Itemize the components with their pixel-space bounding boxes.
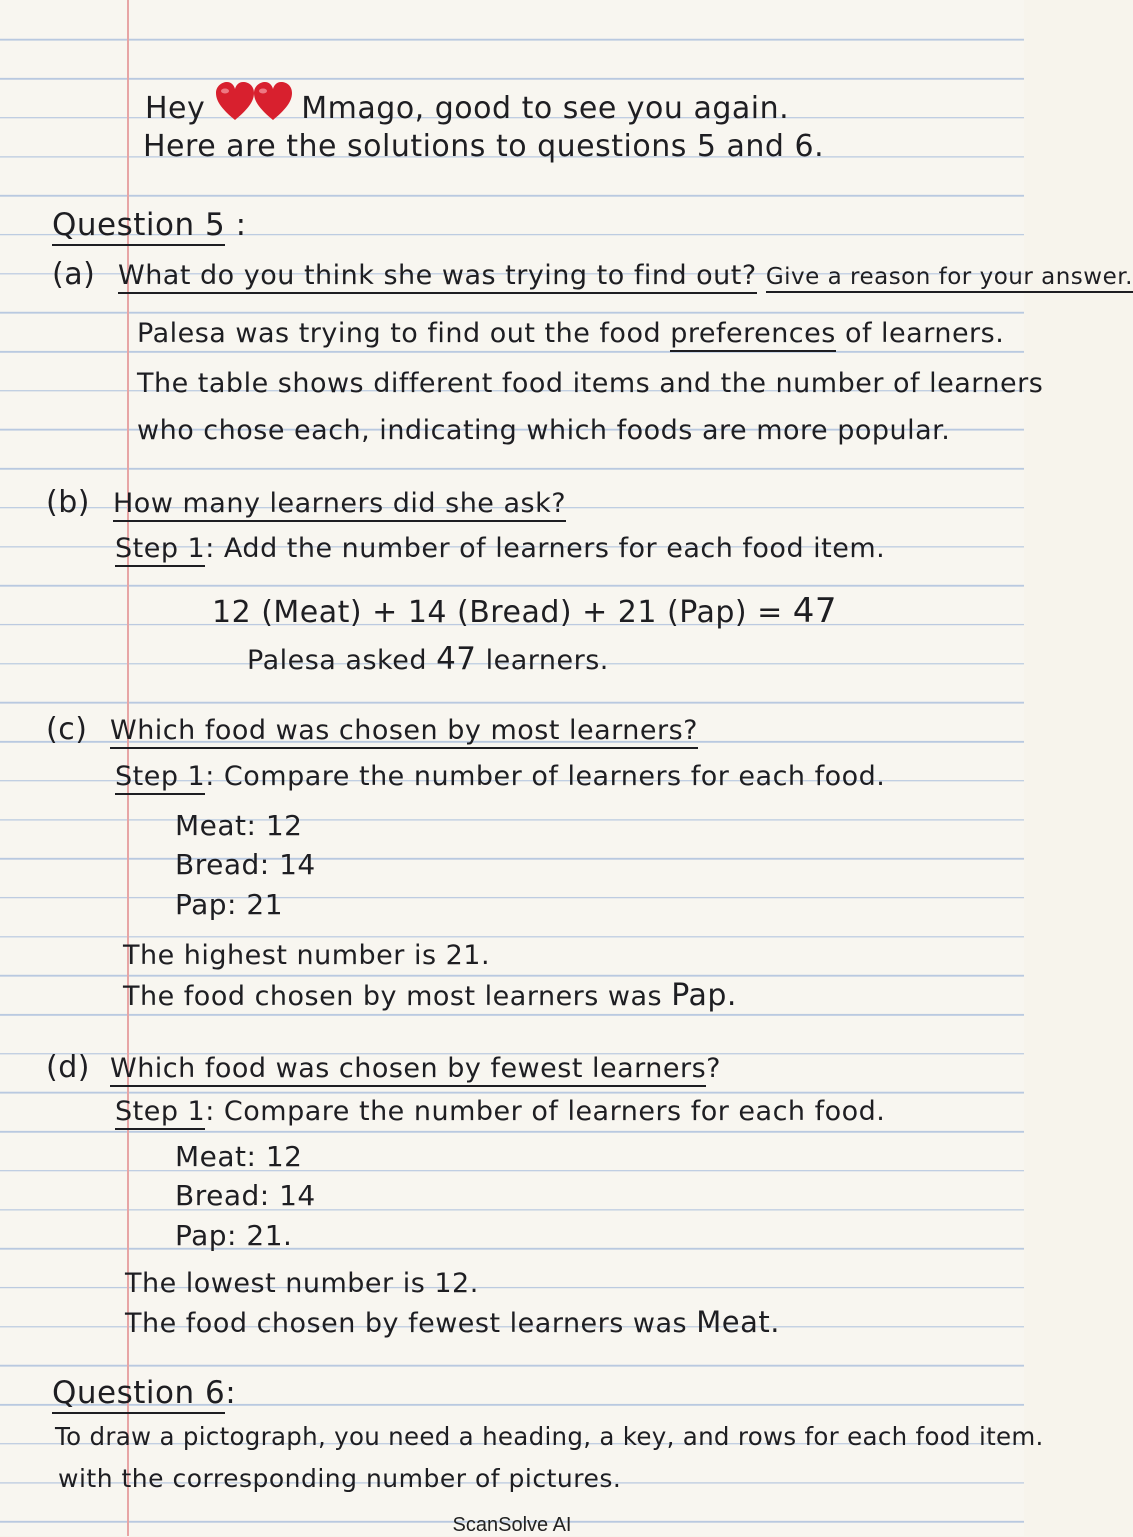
part-a-answer-line-3: who chose each, indicating which foods are more popular. bbox=[137, 415, 951, 446]
part-c-question: Which food was chosen by most learners? bbox=[110, 717, 698, 744]
hearts-icon bbox=[215, 82, 293, 128]
part-a-answer-line-2: The table shows different food items and the number of learners bbox=[137, 368, 1044, 399]
part-c-item-bread: Bread: 14 bbox=[175, 848, 316, 881]
part-d-label: (d) bbox=[46, 1050, 90, 1085]
question-6-heading: Question 6: bbox=[52, 1378, 236, 1409]
part-c-result-2: The food chosen by most learners was Pap. bbox=[123, 978, 737, 1013]
part-d-item-bread: Bread: 14 bbox=[175, 1179, 316, 1212]
part-c-item-pap: Pap: 21 bbox=[175, 888, 284, 921]
greeting-hey: Hey bbox=[145, 91, 206, 126]
part-a-label: (a) bbox=[52, 257, 96, 292]
part-b-question: How many learners did she ask? bbox=[113, 490, 566, 517]
question-5-heading: Question 5 : bbox=[52, 210, 247, 241]
part-a-question: What do you think she was trying to find out? Give a reason for your answer. bbox=[118, 262, 1133, 289]
part-d-step: Step 1: Compare the number of learners for each food. bbox=[115, 1098, 885, 1125]
part-c-step: Step 1: Compare the number of learners for each food. bbox=[115, 763, 885, 790]
question-6-line-1: To draw a pictograph, you need a heading, a key, and rows for each food item. bbox=[55, 1422, 1044, 1451]
greeting-line bbox=[145, 82, 789, 128]
part-d-item-pap: Pap: 21. bbox=[175, 1219, 293, 1252]
part-c-label: (c) bbox=[46, 712, 88, 747]
part-b-equation: 12 (Meat) + 14 (Bread) + 21 (Pap) = 47 bbox=[212, 591, 838, 631]
part-d-item-meat: Meat: 12 bbox=[175, 1140, 303, 1173]
greeting-intro: Here are the solutions to questions 5 and 6. bbox=[143, 129, 825, 164]
part-d-question: Which food was chosen by fewest learners? bbox=[110, 1055, 721, 1082]
part-b-answer: Palesa asked 47 learners. bbox=[247, 641, 609, 677]
part-d-result-1: The lowest number is 12. bbox=[125, 1268, 479, 1299]
question-6-line-2: with the corresponding number of pictures. bbox=[58, 1464, 622, 1493]
part-a-answer-line-1: Palesa was trying to find out the food preferences of learners. bbox=[137, 320, 1004, 347]
footer-watermark: ScanSolve AI bbox=[452, 1514, 572, 1536]
part-b-label: (b) bbox=[46, 485, 90, 520]
part-c-item-meat: Meat: 12 bbox=[175, 809, 303, 842]
greeting-text: Mmago, good to see you again. bbox=[301, 91, 790, 126]
part-d-result-2: The food chosen by fewest learners was Meat. bbox=[125, 1305, 780, 1339]
part-b-step: Step 1: Add the number of learners for each food item. bbox=[115, 535, 885, 562]
part-c-result-1: The highest number is 21. bbox=[123, 940, 491, 971]
